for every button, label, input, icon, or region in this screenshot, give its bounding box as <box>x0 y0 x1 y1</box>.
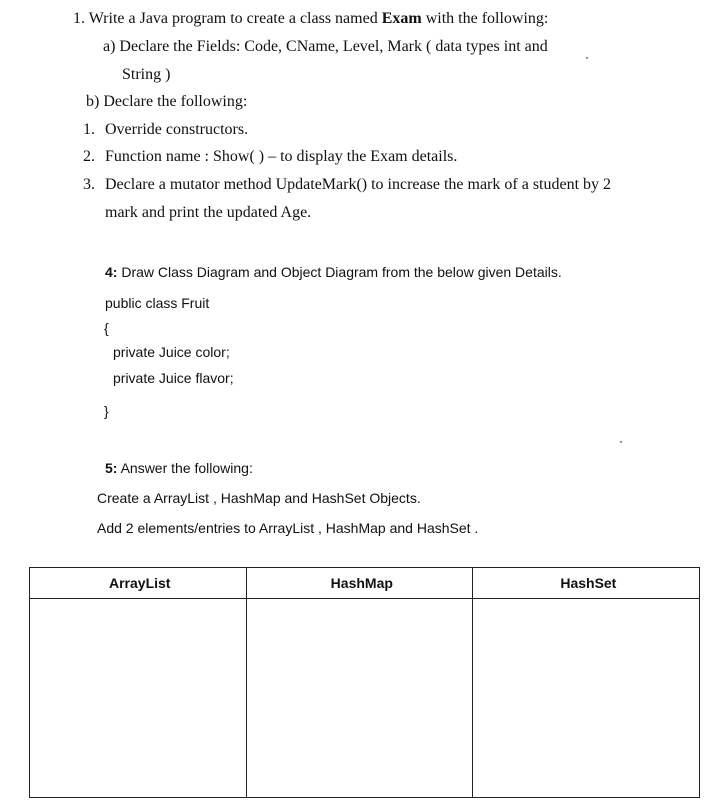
list-item-number: 3. <box>83 176 95 193</box>
list-item-text: Override constructors. <box>105 121 249 138</box>
header-hashset: HashSet <box>473 568 700 599</box>
q1-intro-suffix: with the following: <box>421 10 549 27</box>
q4-heading <box>105 264 562 280</box>
header-arraylist: ArrayList <box>30 568 247 599</box>
q1-a-line1: a) Declare the Fields: Code, CName, Level, Mark ( data types int and <box>103 38 548 55</box>
list-item <box>83 148 457 166</box>
q1-intro <box>73 10 548 28</box>
cell-hashmap-answer[interactable] <box>246 599 473 798</box>
code-field-flavor: private Juice flavor; <box>113 370 234 386</box>
q1-a-line2: String ) <box>122 66 171 83</box>
cell-arraylist-answer[interactable] <box>30 599 247 798</box>
list-item-continuation: mark and print the updated Age. <box>105 204 312 221</box>
list-item-number: 1. <box>83 121 95 138</box>
code-field-color: private Juice color; <box>113 344 230 360</box>
list-item-number: 2. <box>83 148 95 165</box>
q4-number: 4: <box>105 264 118 280</box>
q5-line1: Create a ArrayList , HashMap and HashSet Objects. <box>97 490 421 506</box>
q5-number: 5: <box>105 460 118 476</box>
list-item <box>83 121 248 139</box>
table-row <box>30 599 700 798</box>
code-class-declaration: public class Fruit <box>105 295 210 311</box>
code-open-brace: { <box>104 320 109 336</box>
q4-heading-text: Draw Class Diagram and Object Diagram from the below given Details. <box>117 264 562 280</box>
q1-b-heading: b) Declare the following: <box>86 93 248 110</box>
table-header-row <box>30 568 700 599</box>
answer-table <box>29 567 700 798</box>
list-item-text: Function name : Show( ) – to display the Exam details. <box>105 148 458 165</box>
q5-heading <box>105 460 253 476</box>
header-hashmap: HashMap <box>246 568 473 599</box>
list-item <box>83 176 611 194</box>
cell-hashset-answer[interactable] <box>473 599 700 798</box>
stray-mark <box>586 57 588 59</box>
q5-line2: Add 2 elements/entries to ArrayList , HashMap and HashSet . <box>97 520 479 536</box>
q1-class-name: Exam <box>381 10 422 27</box>
q5-heading-text: Answer the following: <box>117 460 253 476</box>
stray-mark <box>620 441 622 443</box>
code-close-brace: } <box>104 403 109 419</box>
q1-intro-prefix: 1. Write a Java program to create a class named <box>73 10 382 27</box>
list-item-text: Declare a mutator method UpdateMark() to increase the mark of a student by 2 <box>105 176 612 193</box>
